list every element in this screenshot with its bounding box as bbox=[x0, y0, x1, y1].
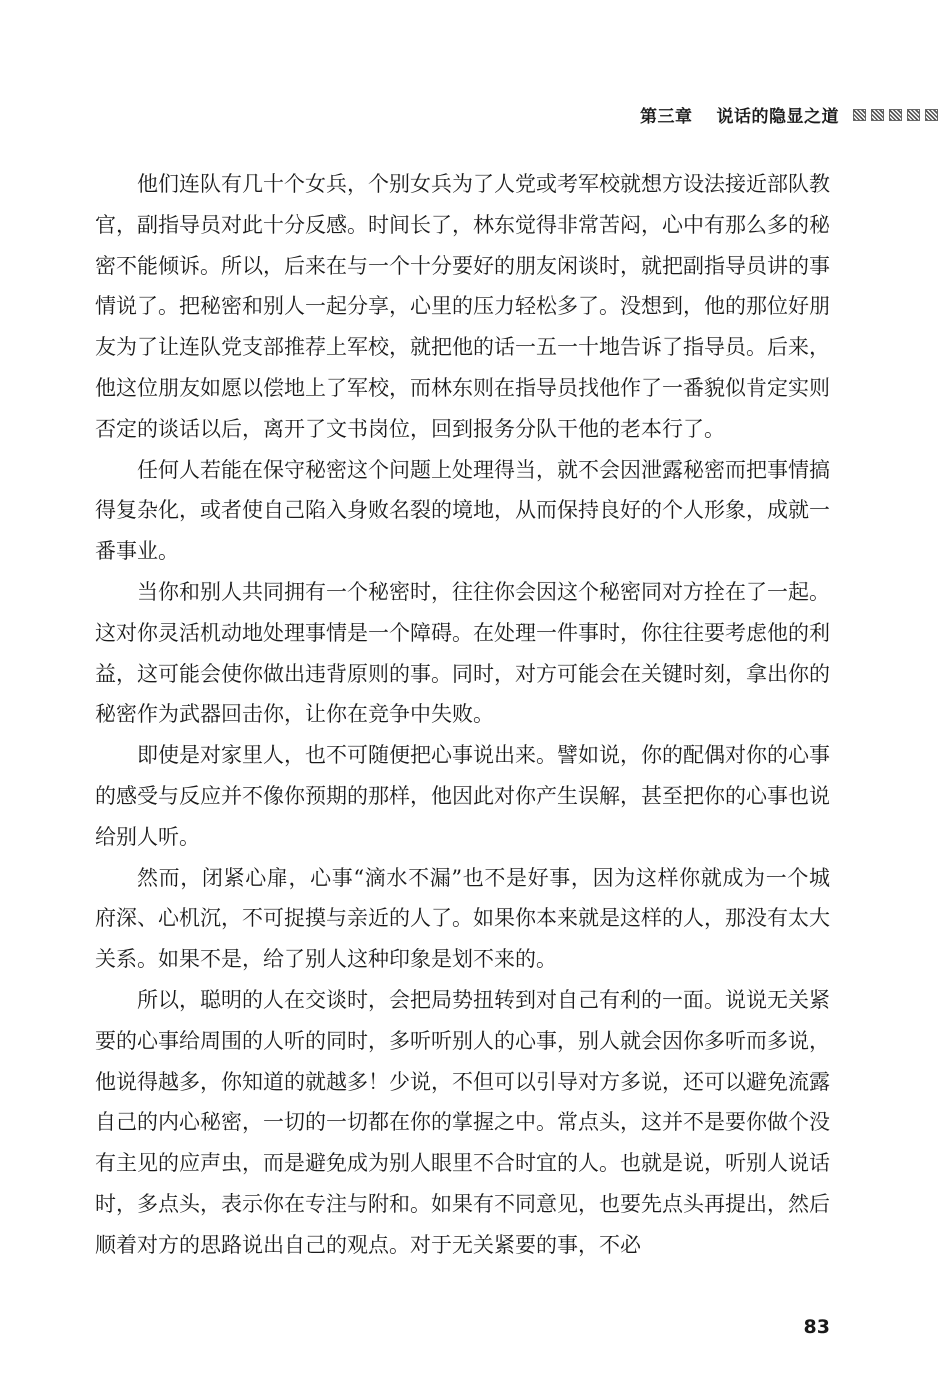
ornament-block-icon bbox=[853, 109, 866, 121]
body-text bbox=[95, 164, 830, 1266]
ornament-block-icon bbox=[871, 109, 884, 121]
paragraph: 任何人若能在保守秘密这个问题上处理得当，就不会因泄露秘密而把事情搞得复杂化，或者使自己陷入身败名裂的境地，从而保持良好的个人形象，成就一番事业。 bbox=[95, 457, 830, 564]
paragraph: 然而，闭紧心扉，心事“滴水不漏”也不是好事，因为这样你就成为一个城府深、心机沉，不可捉摸与亲近的人了。如果你本来就是这样的人，那没有太大关系。如果不是，给了别人这种印象是划不来的。 bbox=[95, 865, 830, 972]
paragraph: 当你和别人共同拥有一个秘密时，往往你会因这个秘密同对方拴在了一起。这对你灵活机动地处理事情是一个障碍。在处理一件事时，你往往要考虑他的利益，这可能会使你做出违背原则的事。同时，对方可能会在关键时刻，拿出你的秘密作为武器回击你，让你在竞争中失败。 bbox=[95, 579, 830, 727]
paragraph: 即使是对家里人，也不可随便把心事说出来。譬如说，你的配偶对你的心事的感受与反应并不像你预期的那样，他因此对你产生误解，甚至把你的心事也说给别人听。 bbox=[95, 743, 830, 849]
chapter-title: 说话的隐显之道 bbox=[716, 107, 839, 127]
ornament-block-icon bbox=[907, 109, 920, 121]
running-header bbox=[640, 102, 938, 127]
header-ornament-icon bbox=[853, 109, 938, 121]
paragraph: 所以，聪明的人在交谈时，会把局势扭转到对自己有利的一面。说说无关紧要的心事给周围的人听的同时，多听听别人的心事，别人就会因你多听而多说，他说得越多，你知道的就越多！少说，不但可以引导对方多说，还可以避免流露自己的内心秘密，一切的一切都在你的掌握之中。常点头，这并不是要你做个没有主见的应声虫，而是避免成为别人眼里不合时宜的人。也就是说，听别人说话时，多点头，表示你在专注与附和。如果有不同意见，也要先点头再提出，然后顺着对方的思路说出自己的观点。对于无关紧要的事，不必 bbox=[95, 987, 830, 1257]
paragraph: 他们连队有几十个女兵，个别女兵为了人党或考军校就想方设法接近部队教官，副指导员对此十分反感。时间长了，林东觉得非常苦闷，心中有那么多的秘密不能倾诉。所以，后来在与一个十分要好的朋友闲谈时，就把副指导员讲的事情说了。把秘密和别人一起分享，心里的压力轻松多了。没想到，他的那位好朋友为了让连队党支部推荐上军校，就把他的话一五一十地告诉了指导员。后来，他这位朋友如愿以偿地上了军校，而林东则在指导员找他作了一番貌似肯定实则否定的谈话以后，离开了文书岗位，回到报务分队干他的老本行了。 bbox=[95, 172, 830, 441]
chapter-number: 第三章 bbox=[640, 107, 693, 127]
ornament-block-icon bbox=[925, 109, 938, 121]
ornament-block-icon bbox=[889, 109, 902, 121]
page-number: 83 bbox=[803, 1316, 830, 1338]
